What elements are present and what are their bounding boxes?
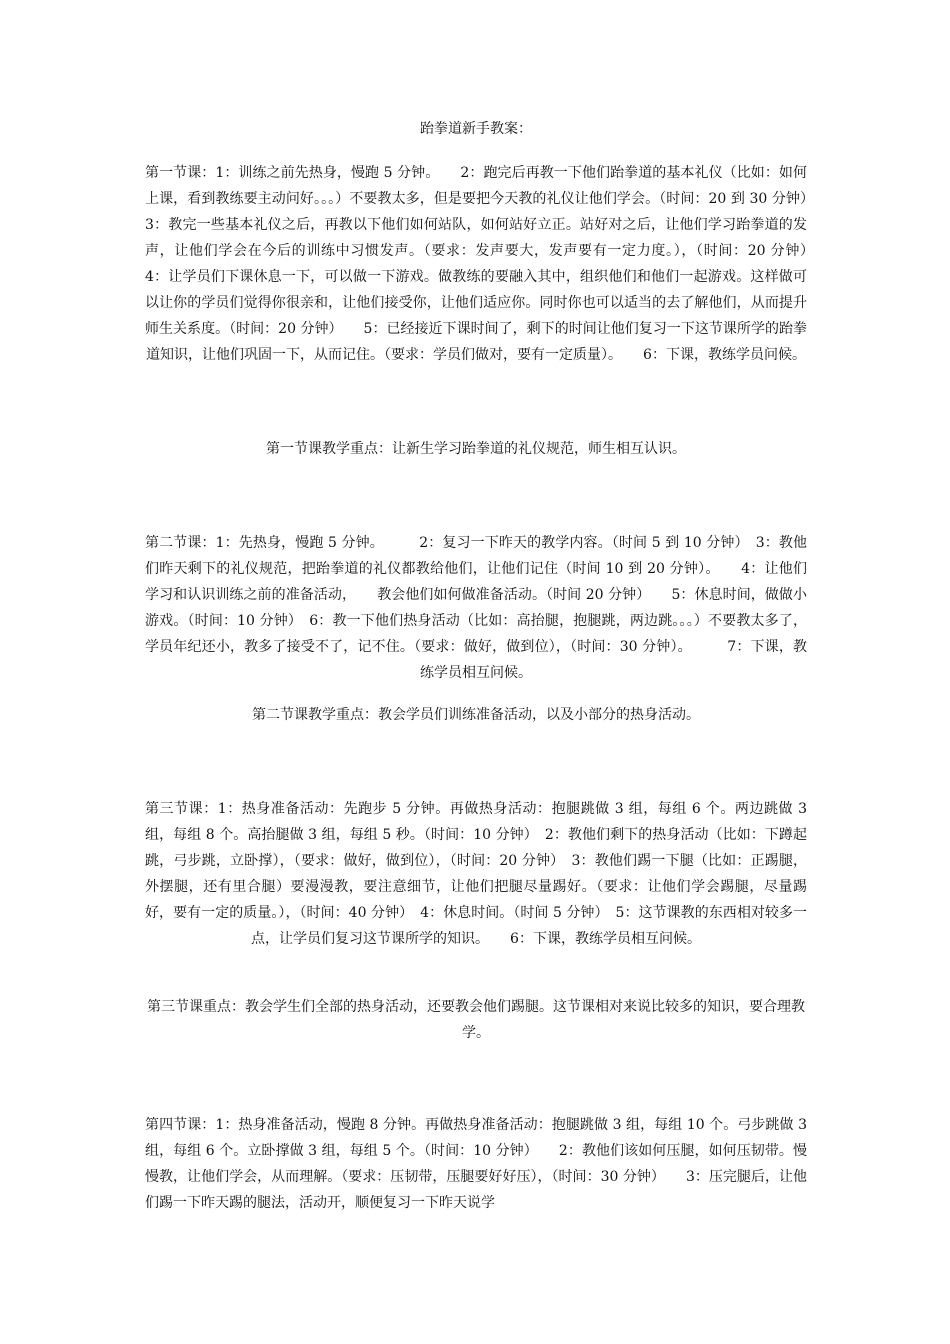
lesson-2-focus: 第二节课教学重点：教会学员们训练准备活动，以及小部分的热身活动。 xyxy=(252,707,700,723)
document-title: 跆拳道新手教案： xyxy=(420,121,532,137)
lesson-2-body: 第二节课：1：先热身，慢跑 5 分钟。 2：复习一下昨天的教学内容。（时间 5 到 10 分钟） 3：教他们昨天剩下的礼仪规范，把跆拳道的礼仪都教给他们，让他们记住（时间 10 到 20 分钟）。 4：让他们学习和认识训练之前的准备活动， 教会他们如何做准备活动。（时间 20 分钟） 5：休息时间，做做小游戏。（时间：10 分钟） 6：教一下他们热身活动（比如：高抬腿，抱腿跳，两边跳。。。）不要教太多了，学员年纪还小，教多了接受不了，记不住。（要求：做好，做到位），（时间：30 分钟）。 7：下课，教练学员相互问候。 xyxy=(145,535,807,681)
lesson-3-body: 第三节课：1：热身准备活动：先跑步 5 分钟。再做热身活动：抱腿跳做 3 组，每组 6 个。两边跳做 3 组，每组 8 个。高抬腿做 3 组，每组 5 秒。（时间：10 分钟） 2：教他们剩下的热身活动（比如：下蹲起跳，弓步跳，立卧撑），（要求：做好，做到位），（时间：20 分钟） 3：教他们踢一下腿（比如：正踢腿，外摆腿，还有里合腿）要漫漫教，要注意细节，让他们把腿尽量踢好。（要求：让他们学会踢腿，尽量踢好，要有一定的质量。），（时间：40 分钟） 4：休息时间。（时间 5 分钟） 5：这节课教的东西相对较多一点，让学员们复习这节课所学的知识。 6：下课，教练学员相互问候。 xyxy=(145,801,807,947)
lesson-1-focus: 第一节课教学重点：让新生学习跆拳道的礼仪规范，师生相互认识。 xyxy=(266,441,686,457)
document-page xyxy=(145,0,835,1344)
lesson-3-focus: 第三节课重点：教会学生们全部的热身活动，还要教会他们踢腿。这节课相对来说比较多的知识，要合理教学。 xyxy=(147,999,805,1041)
lesson-1-body: 第一节课：1：训练之前先热身，慢跑 5 分钟。 2：跑完后再教一下他们跆拳道的基本礼仪（比如：如何上课，看到教练要主动问好。。。）不要教太多，但是要把今天教的礼仪让他们学会。（时间：20 到 30 分钟） 3：教完一些基本礼仪之后，再教以下他们如何站队，如何站好立正。站好对之后，让他们学习跆拳道的发声，让他们学会在今后的训练中习惯发声。（要求：发声要大，发声要有一定力度。），（时间：20 分钟） 4：让学员们下课休息一下，可以做一下游戏。做教练的要融入其中，组织他们和他们一起游戏。这样做可以让你的学员们觉得你很亲和，让他们接受你，让他们适应你。同时你也可以适当的去了解他们，从而提升师生关系度。（时间：20 分钟） 5：已经接近下课时间了，剩下的时间让他们复习一下这节课所学的跆拳道知识，让他们巩固一下，从而记住。（要求：学员们做对，要有一定质量）。 6：下课，教练学员问候。 xyxy=(145,165,835,363)
lesson-4-body: 第四节课：1：热身准备活动，慢跑 8 分钟。再做热身准备活动：抱腿跳做 3 组，每组 10 个。弓步跳做 3 组，每组 6 个。立卧撑做 3 组，每组 5 个。（时间：10 分钟） 2：教他们该如何压腿，如何压韧带。慢慢教，让他们学会，从而理解。（要求：压韧带，压腿要好好压），（时间：30 分钟） 3：压完腿后，让他们踢一下昨天踢的腿法，活动开，顺便复习一下昨天说学 xyxy=(145,1117,807,1211)
